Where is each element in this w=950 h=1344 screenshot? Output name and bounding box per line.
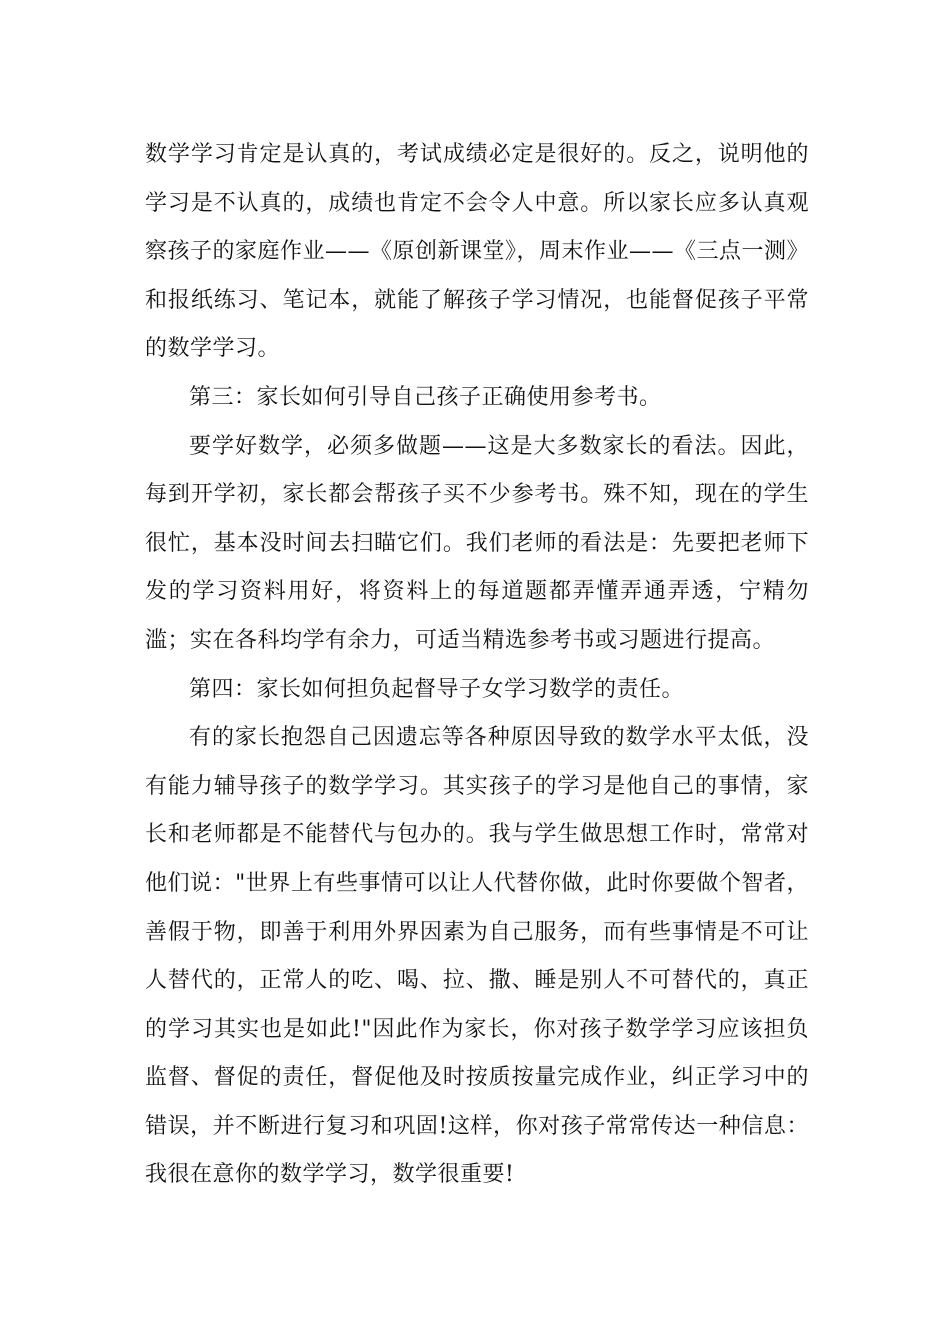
section-heading-third: 第三：家长如何引导自己孩子正确使用参考书。: [189, 384, 662, 410]
document-body: [145, 131, 809, 1200]
paragraph-reference-books: 要学好数学，必须多做题——这是大多数家长的看法。因此，每到开学初，家长都会帮孩子买不少参考书。殊不知，现在的学生很忙，基本没时间去扫瞄它们。我们老师的看法是：先要把老师下发的学习资料用好，将资料上的每道题都弄懂弄通弄透，宁精勿滥；实在各科均学有余力，可适当精选参考书或习题进行提高。: [145, 433, 809, 653]
paragraph-continuation: 数学学习肯定是认真的，考试成绩必定是很好的。反之，说明他的学习是不认真的，成绩也肯定不会令人中意。所以家长应多认真观察孩子的家庭作业——《原创新课堂》，周末作业——《三点一测》和报纸练习、笔记本，就能了解孩子学习情况，也能督促孩子平常的数学学习。: [145, 142, 810, 362]
section-heading-fourth: 第四：家长如何担负起督导子女学习数学的责任。: [189, 676, 685, 702]
paragraph-parent-responsibility: 有的家长抱怨自己因遗忘等各种原因导致的数学水平太低，没有能力辅导孩子的数学学习。其实孩子的学习是他自己的事情，家长和老师都是不能替代与包办的。我与学生做思想工作时，常常对他们说："世界上有些事情可以让人代替你做，此时你要做个智者，善假于物，即善于利用外界因素为自己服务，而有些事情是不可让人替代的，正常人的吃、喝、拉、撒、睡是别人不可替代的，真正的学习其实也是如此!"因此作为家长，你对孩子数学学习应该担负监督、督促的责任，督促他及时按质按量完成作业，纠正学习中的错误，并不断进行复习和巩固!这样，你对孩子常常传达一种信息：我很在意你的数学学习，数学很重要!: [145, 725, 809, 1188]
